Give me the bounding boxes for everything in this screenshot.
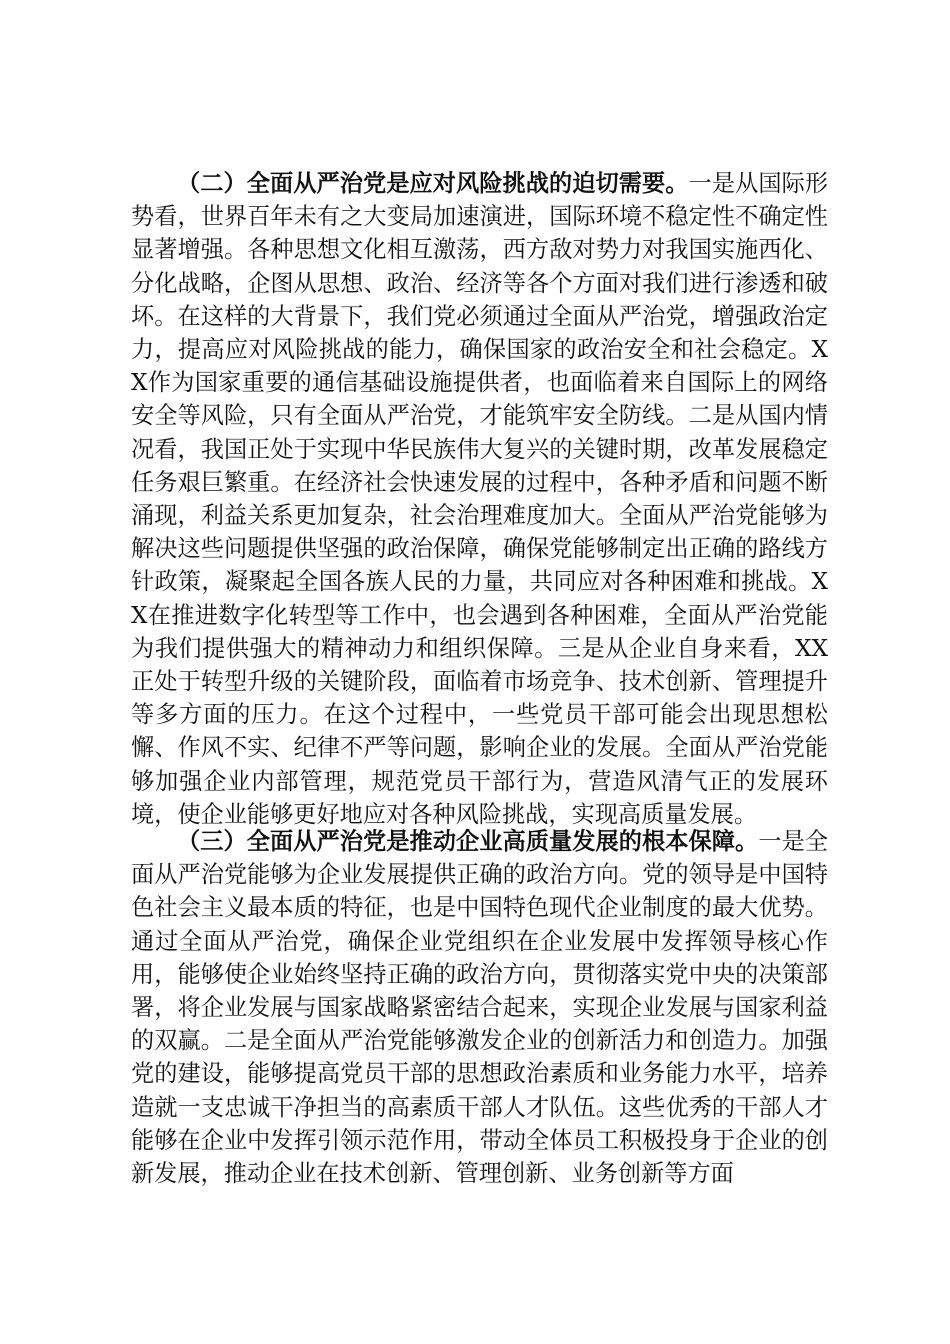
- section-two: [131, 167, 828, 831]
- paragraph-body: 一是从国际形势看，世界百年未有之大变局加速演进，国际环境不稳定性不确定性显著增强。各种思想文化相互激荡，西方敌对势力对我国实施西化、分化战略，企图从思想、政治、经济等各个方面对我们进行渗透和破坏。在这样的大背景下，我们党必须通过全面从严治党，增强政治定力，提高应对风险挑战的能力，确保国家的政治安全和社会稳定。XX作为国家重要的通信基础设施提供者，也面临着来自国际上的网络安全等风险，只有全面从严治党，才能筑牢安全防线。二是从国内情况看，我国正处于实现中华民族伟大复兴的关键时期，改革发展稳定任务艰巨繁重。在经济社会快速发展的过程中，各种矛盾和问题不断涌现，利益关系更加复杂，社会治理难度加大。全面从严治党能够为解决这些问题提供坚强的政治保障，确保党能够制定出正确的路线方针政策，凝聚起全国各族人民的力量，共同应对各种困难和挑战。XX在推进数字化转型等工作中，也会遇到各种困难，全面从严治党能为我们提供强大的精神动力和组织保障。三是从企业自身来看，XX正处于转型升级的关键阶段，面临着市场竞争、技术创新、管理提升等多方面的压力。在这个过程中，一些党员干部可能会出现思想松懈、作风不实、纪律不严等问题，影响企业的发展。全面从严治党能够加强企业内部管理，规范党员干部行为，营造风清气正的发展环境，使企业能够更好地应对各种风险挑战，实现高质量发展。: [131, 170, 829, 828]
- section-three: [131, 825, 828, 1190]
- paragraph: [131, 825, 828, 1190]
- section-heading: （三）全面从严治党是推动企业高质量发展的根本保障。: [177, 828, 759, 855]
- paragraph-body: 一是全面从严治党能够为企业发展提供正确的政治方向。党的领导是中国特色社会主义最本质的特征，也是中国特色现代企业制度的最大优势。通过全面从严治党，确保企业党组织在企业发展中发挥领导核心作用，能够使企业始终坚持正确的政治方向，贯彻落实党中央的决策部署，将企业发展与国家战略紧密结合起来，实现企业发展与国家利益的双赢。二是全面从严治党能够激发企业的创新活力和创造力。加强党的建设，能够提高党员干部的思想政治素质和业务能力水平，培养造就一支忠诚干净担当的高素质干部人才队伍。这些优秀的干部人才能够在企业中发挥引领示范作用，带动全体员工积极投身于企业的创新发展，推动企业在技术创新、管理创新、业务创新等方面: [131, 828, 829, 1188]
- paragraph: [131, 167, 828, 831]
- section-heading: （二）全面从严治党是应对风险挑战的迫切需要。: [177, 170, 689, 197]
